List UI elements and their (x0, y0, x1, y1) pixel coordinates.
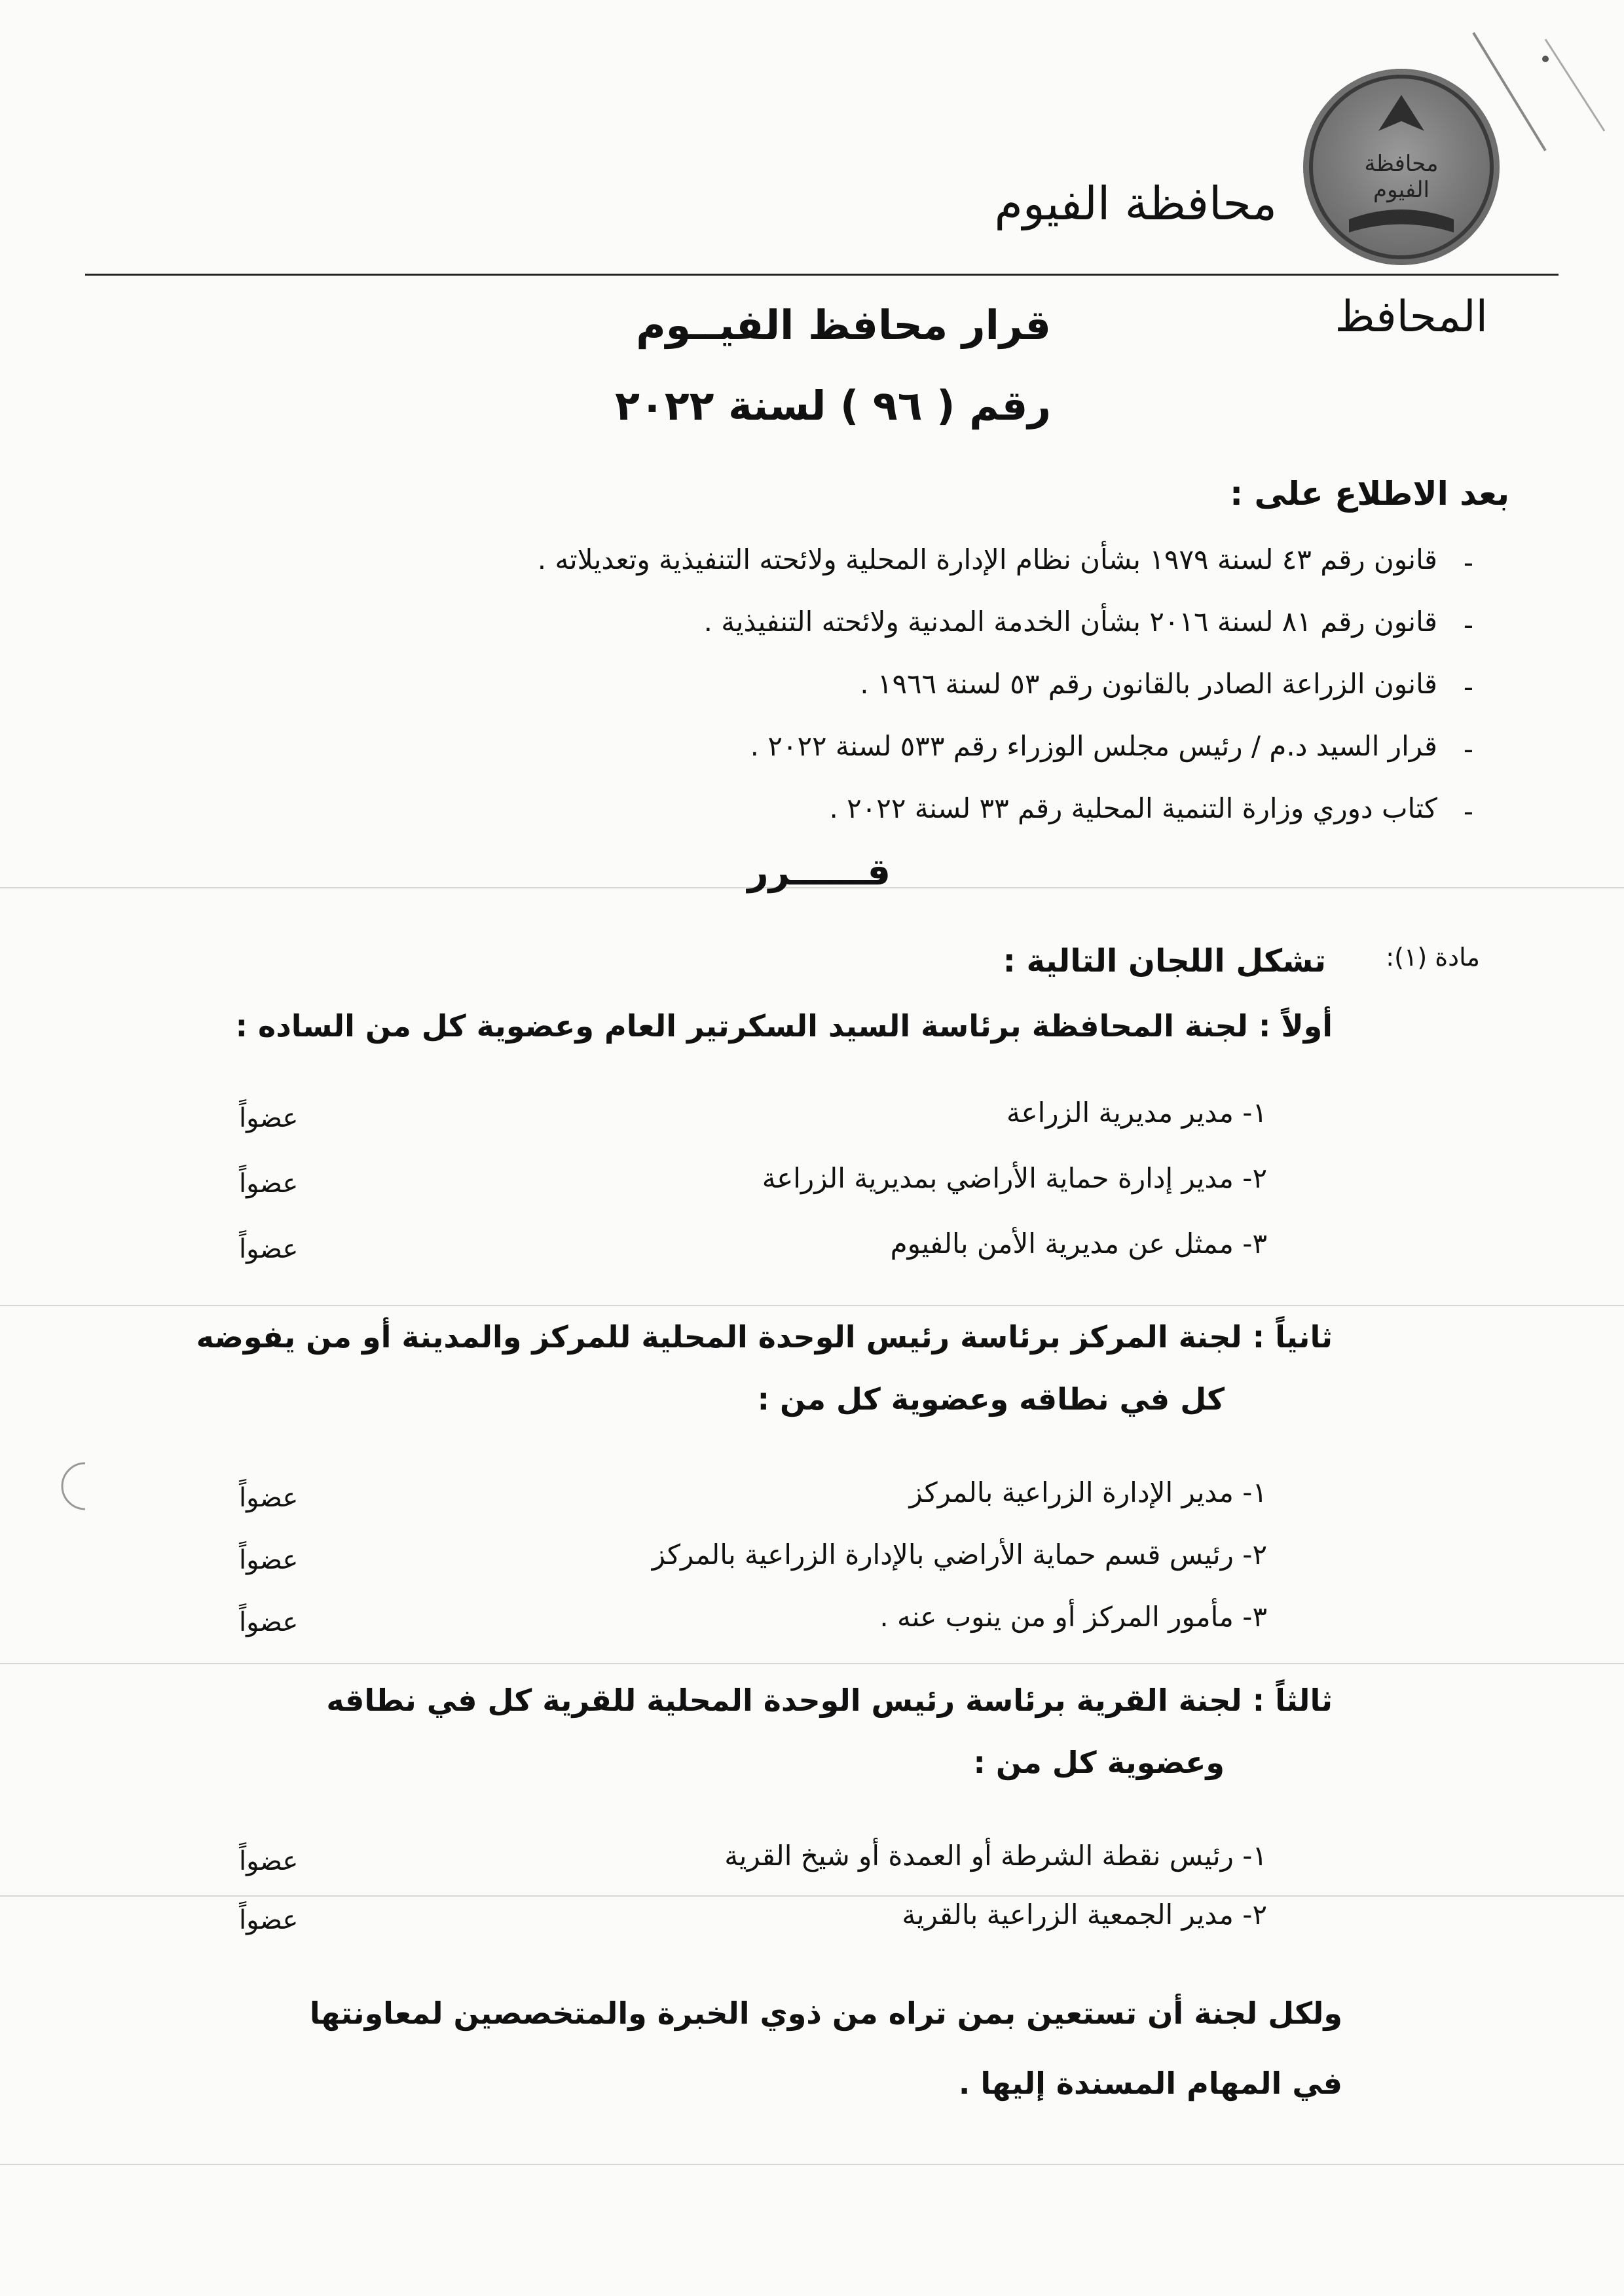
member-name: ٢- رئيس قسم حماية الأراضي بالإدارة الزراعية بالمركز (652, 1539, 1267, 1571)
seal-text: محافظة الفيوم (1364, 151, 1439, 203)
bullet-dash: - (1463, 795, 1473, 828)
member-name: ٢- مدير الجمعية الزراعية بالقرية (902, 1899, 1267, 1931)
reference-item: قانون رقم ٨١ لسنة ٢٠١٦ بشأن الخدمة المدنية ولائحته التنفيذية . (703, 606, 1437, 638)
member-name: ١- مدير مديرية الزراعة (1006, 1097, 1267, 1129)
ruled-line (0, 2164, 1624, 2165)
governorate-name: محافظة الفيوم (994, 177, 1277, 230)
article-label: مادة (١): (1386, 943, 1480, 972)
member-role: عضواً (239, 1905, 299, 1935)
member-name: ١- رئيس نقطة الشرطة أو العمدة أو شيخ القرية (724, 1840, 1267, 1872)
office-label: المحافظ (1335, 291, 1488, 342)
bullet-dash: - (1463, 671, 1473, 703)
member-role: عضواً (239, 1846, 299, 1876)
decision-number: رقم ( ٩٦ ) لسنة ٢٠٢٢ (615, 382, 1051, 429)
reference-item: قانون رقم ٤٣ لسنة ١٩٧٩ بشأن نظام الإدارة المحلية ولائحته التنفيذية وتعديلاته . (537, 543, 1437, 575)
section-heading: ثالثاً : لجنة القرية برئاسة رئيس الوحدة المحلية للقرية كل في نطاقه (326, 1683, 1333, 1718)
ruled-line (0, 1663, 1624, 1664)
closing-text: في المهام المسندة إليها . (958, 2066, 1342, 2101)
member-name: ١- مدير الإدارة الزراعية بالمركز (909, 1476, 1267, 1508)
member-name: ٢- مدير إدارة حماية الأراضي بمديرية الزراعة (762, 1162, 1267, 1194)
member-role: عضواً (239, 1234, 299, 1264)
header-divider (85, 274, 1559, 276)
ruled-line (0, 1895, 1624, 1897)
section-heading: وعضوية كل من : (973, 1745, 1225, 1780)
section-heading: ثانياً : لجنة المركز برئاسة رئيس الوحدة المحلية للمركز والمدينة أو من يفوضه (196, 1319, 1333, 1355)
section-heading: كل في نطاقه وعضوية كل من : (757, 1381, 1225, 1417)
member-role: عضواً (239, 1169, 299, 1199)
decision-title: قرار محافظ الفيــوم (636, 301, 1051, 349)
bullet-dash: - (1463, 547, 1473, 579)
bullet-dash: - (1463, 609, 1473, 641)
decided-label: قــــــرر (747, 851, 891, 894)
section-heading: أولاً : لجنة المحافظة برئاسة السيد السكرتير العام وعضوية كل من الساده : (235, 1008, 1333, 1044)
closing-text: ولكل لجنة أن تستعين بمن تراه من ذوي الخبرة والمتخصصين لمعاونتها (309, 1995, 1342, 2031)
reference-item: قرار السيد د.م / رئيس مجلس الوزراء رقم ٥٣٣ لسنة ٢٠٢٢ . (750, 730, 1437, 762)
member-role: عضواً (239, 1103, 299, 1133)
member-role: عضواً (239, 1545, 299, 1575)
reference-item: كتاب دوري وزارة التنمية المحلية رقم ٣٣ لسنة ٢٠٢٢ . (829, 792, 1437, 824)
reference-item: قانون الزراعة الصادر بالقانون رقم ٥٣ لسنة ١٩٦٦ . (860, 668, 1437, 700)
member-name: ٣- ممثل عن مديرية الأمن بالفيوم (890, 1228, 1267, 1260)
governorate-seal (1303, 69, 1500, 265)
article-text: تشكل اللجان التالية : (1003, 943, 1326, 979)
punch-hole-mark (59, 1460, 111, 1512)
member-role: عضواً (239, 1483, 299, 1513)
ruled-line (0, 1305, 1624, 1306)
member-role: عضواً (239, 1607, 299, 1637)
member-name: ٣- مأمور المركز أو من ينوب عنه . (879, 1601, 1267, 1633)
preamble-heading: بعد الاطلاع على : (1230, 475, 1509, 513)
bullet-dash: - (1463, 733, 1473, 765)
